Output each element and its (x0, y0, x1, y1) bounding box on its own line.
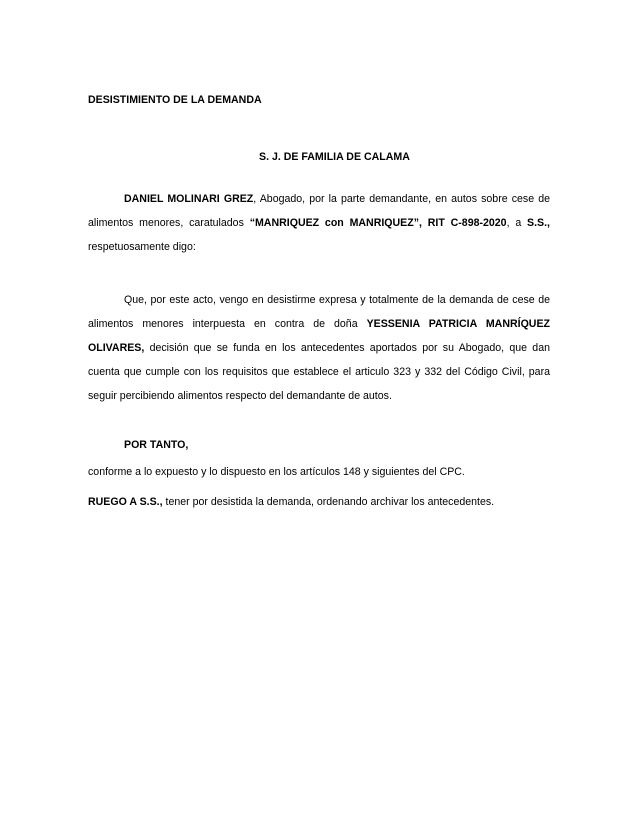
ruego-label: RUEGO A S.S., (88, 496, 163, 508)
ruego-line (88, 496, 494, 508)
body-text-1: Que, por este acto, vengo en desistirme expresa y totalmente de la demanda de cese de alimentos menores interpuesta en contra de doña (88, 294, 550, 330)
intro-text-2: , a (506, 217, 528, 229)
addressee: S.S., (527, 217, 550, 229)
body-text-2: decisión que se funda en los antecedentes aportados por su Abogado, que dan cuenta que cumple con los requisitos que establece el articulo 323 y 332 del Código Civil, para seguir percibiendo alimentos respecto del demandante de autos. (88, 342, 550, 402)
document-title: DESISTIMIENTO DE LA DEMANDA (88, 94, 262, 106)
intro-text-3: respetuosamente digo: (88, 241, 196, 253)
ruego-text: tener por desistida la demanda, ordenando archivar los antecedentes. (162, 496, 495, 508)
intro-paragraph (88, 187, 550, 259)
conforme-line: conforme a lo expuesto y lo dispuesto en los artículos 148 y siguientes del CPC. (88, 466, 465, 478)
court-name: S. J. DE FAMILIA DE CALAMA (259, 151, 410, 163)
lawyer-name: DANIEL MOLINARI GREZ (124, 193, 254, 205)
intro-text-1: , Abogado, por la parte demandante, en autos sobre cese de alimentos menores, caratulados (88, 193, 550, 229)
case-name: “MANRIQUEZ con MANRIQUEZ”, RIT C-898-2020 (249, 217, 507, 229)
por-tanto-heading: POR TANTO, (124, 439, 189, 451)
body-paragraph (88, 288, 550, 408)
defendant-name: YESSENIA PATRICIA MANRÍQUEZ OLIVARES, (88, 318, 550, 354)
